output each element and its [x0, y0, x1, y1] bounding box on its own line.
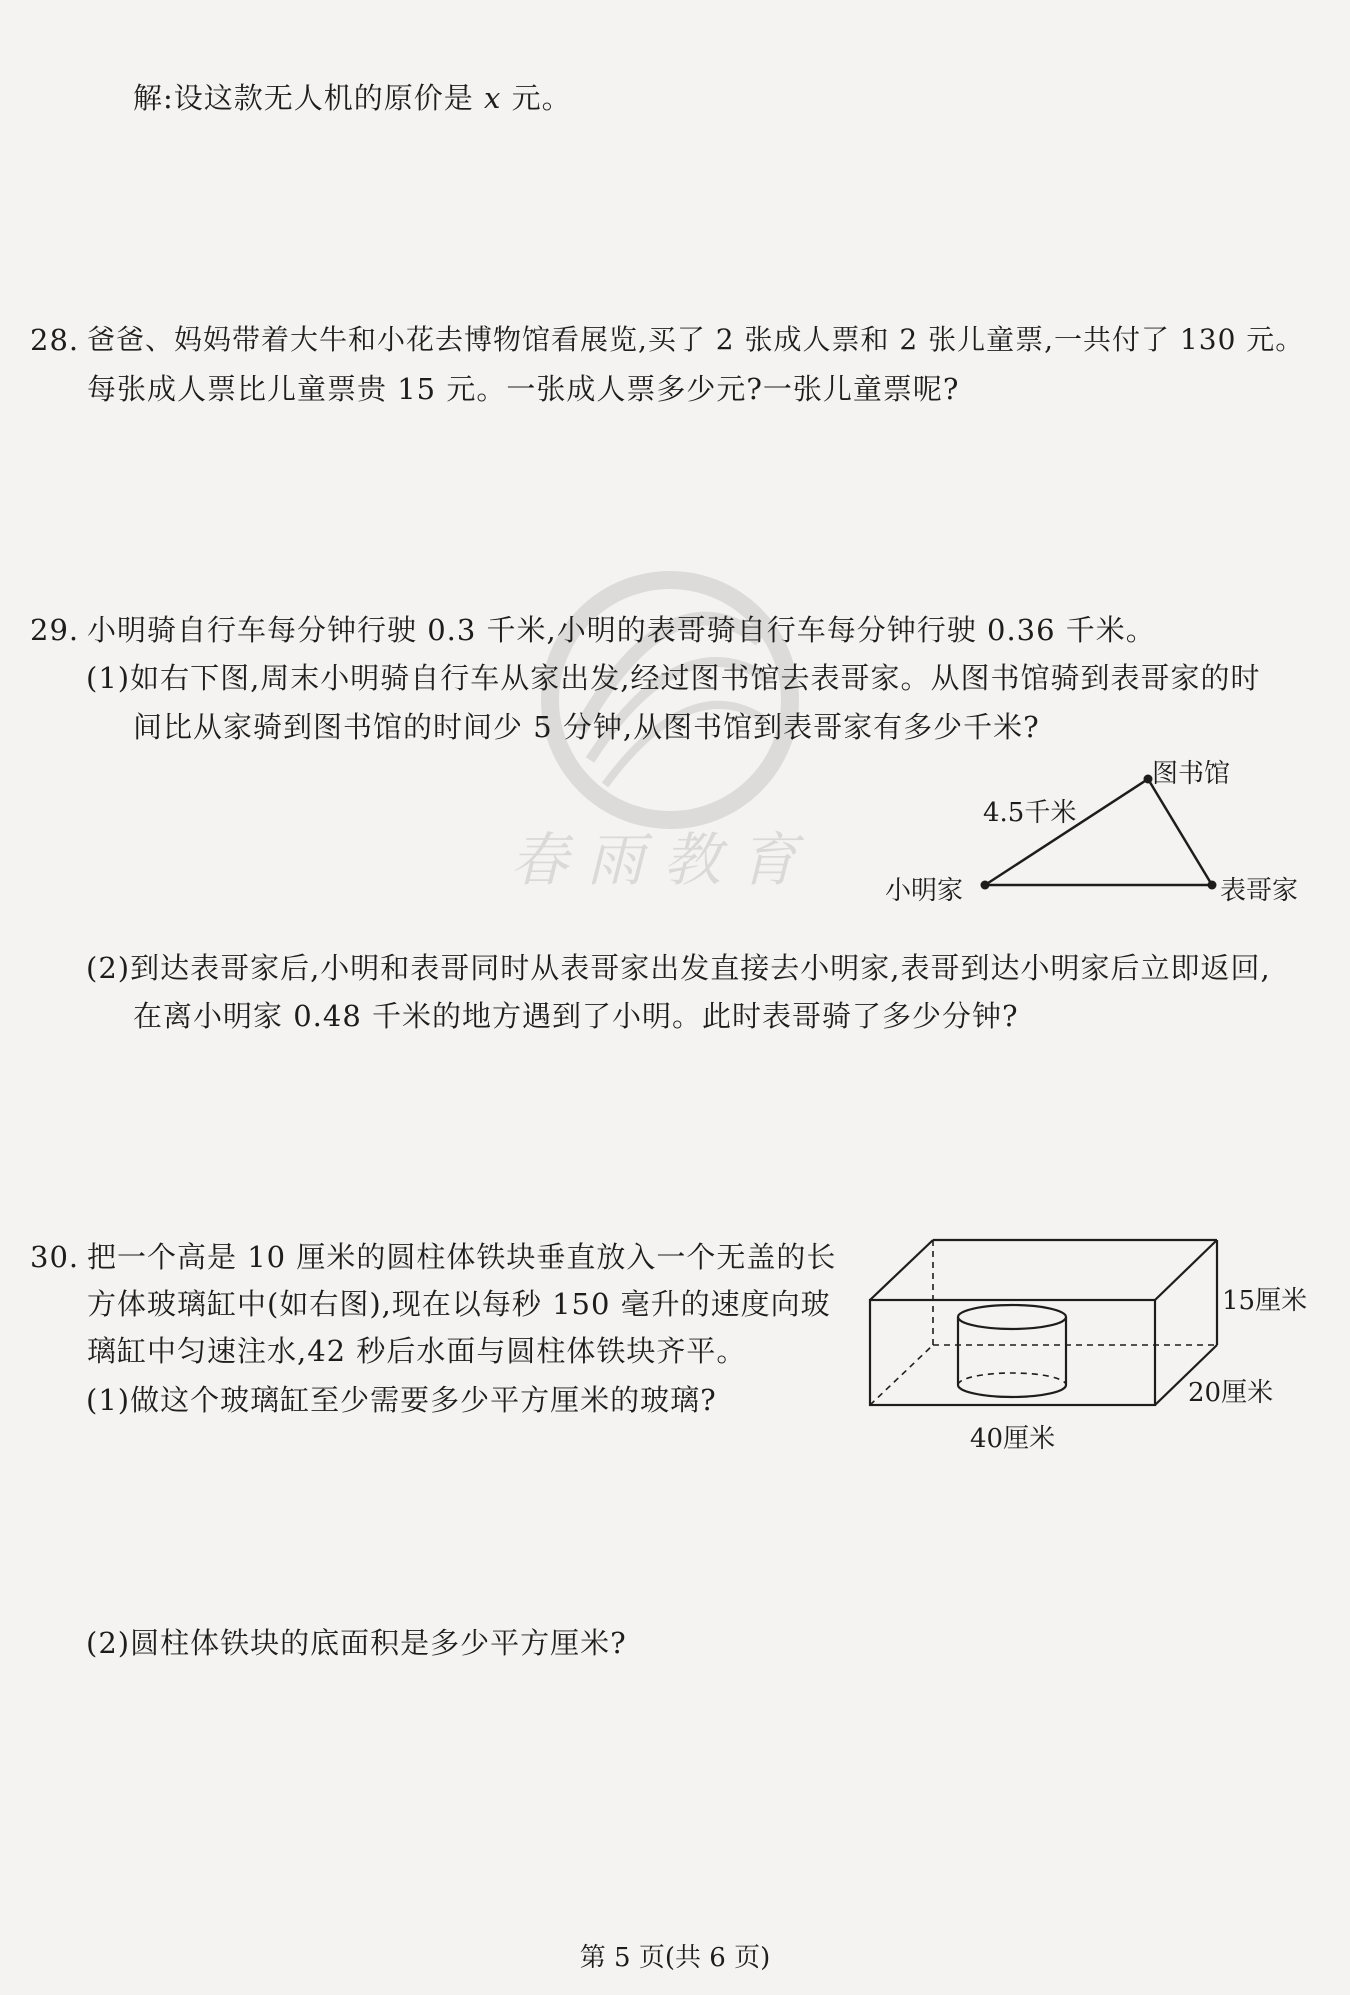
- q28-line1: 爸爸、妈妈带着大牛和小花去博物馆看展览,买了 2 张成人票和 2 张儿童票,一共付了 130 元。: [87, 323, 1305, 356]
- q29-intro: 小明骑自行车每分钟行驶 0.3 千米,小明的表哥骑自行车每分钟行驶 0.36 千米。: [87, 613, 1156, 647]
- q30-tank-diagram: [870, 1240, 1217, 1405]
- length-label: 40厘米: [970, 1424, 1056, 1454]
- q27-solution-suffix: 元。: [511, 81, 572, 115]
- q30-part2: (2)圆柱体铁块的底面积是多少平方厘米?: [86, 1626, 627, 1660]
- q30-line1: 把一个高是 10 厘米的圆柱体铁块垂直放入一个无盖的长: [87, 1240, 837, 1274]
- tank-front-face: [870, 1300, 1155, 1405]
- cousin-point: [1208, 881, 1217, 890]
- q29-part2-line2: 在离小明家 0.48 千米的地方遇到了小明。此时表哥骑了多少分钟?: [133, 999, 1019, 1033]
- q28-line2: 每张成人票比儿童票贵 15 元。一张成人票多少元?一张儿童票呢?: [87, 372, 960, 406]
- svg-text:春 雨 教 育: 春 雨 教 育: [510, 826, 798, 894]
- q28-number: 28.: [30, 323, 80, 357]
- q30-line3: 璃缸中匀速注水,42 秒后水面与圆柱体铁块齐平。: [87, 1334, 747, 1368]
- q27-solution-prefix: 解:设这款无人机的原价是: [133, 81, 474, 115]
- iron-cylinder: [958, 1305, 1066, 1397]
- library-label: 图书馆: [1152, 759, 1231, 789]
- q30-part1: (1)做这个玻璃缸至少需要多少平方厘米的玻璃?: [86, 1383, 717, 1417]
- home-point: [981, 881, 990, 890]
- q30-number: 30.: [30, 1240, 80, 1274]
- q29-number: 29.: [30, 613, 80, 647]
- width-label: 20厘米: [1188, 1378, 1274, 1408]
- library-to-cousin-edge: [1148, 779, 1212, 885]
- page-number: 第 5 页(共 6 页): [579, 1943, 771, 1973]
- q27-variable: x: [484, 81, 502, 115]
- height-label: 15厘米: [1222, 1286, 1308, 1316]
- q29-part1-line1: (1)如右下图,周末小明骑自行车从家出发,经过图书馆去表哥家。从图书馆骑到表哥家的时: [86, 661, 1261, 695]
- tank-hidden-edges: [870, 1240, 1217, 1405]
- q29-part1-line2: 间比从家骑到图书馆的时间少 5 分钟,从图书馆到表哥家有多少千米?: [133, 710, 1040, 744]
- q29-part2-line1: (2)到达表哥家后,小明和表哥同时从表哥家出发直接去小明家,表哥到达小明家后立即返回,: [86, 951, 1271, 985]
- q30-line2: 方体玻璃缸中(如右图),现在以每秒 150 毫升的速度向玻: [87, 1287, 831, 1321]
- distance-label: 4.5千米: [983, 798, 1077, 828]
- cousin-label: 表哥家: [1220, 876, 1299, 906]
- home-label: 小明家: [885, 876, 964, 906]
